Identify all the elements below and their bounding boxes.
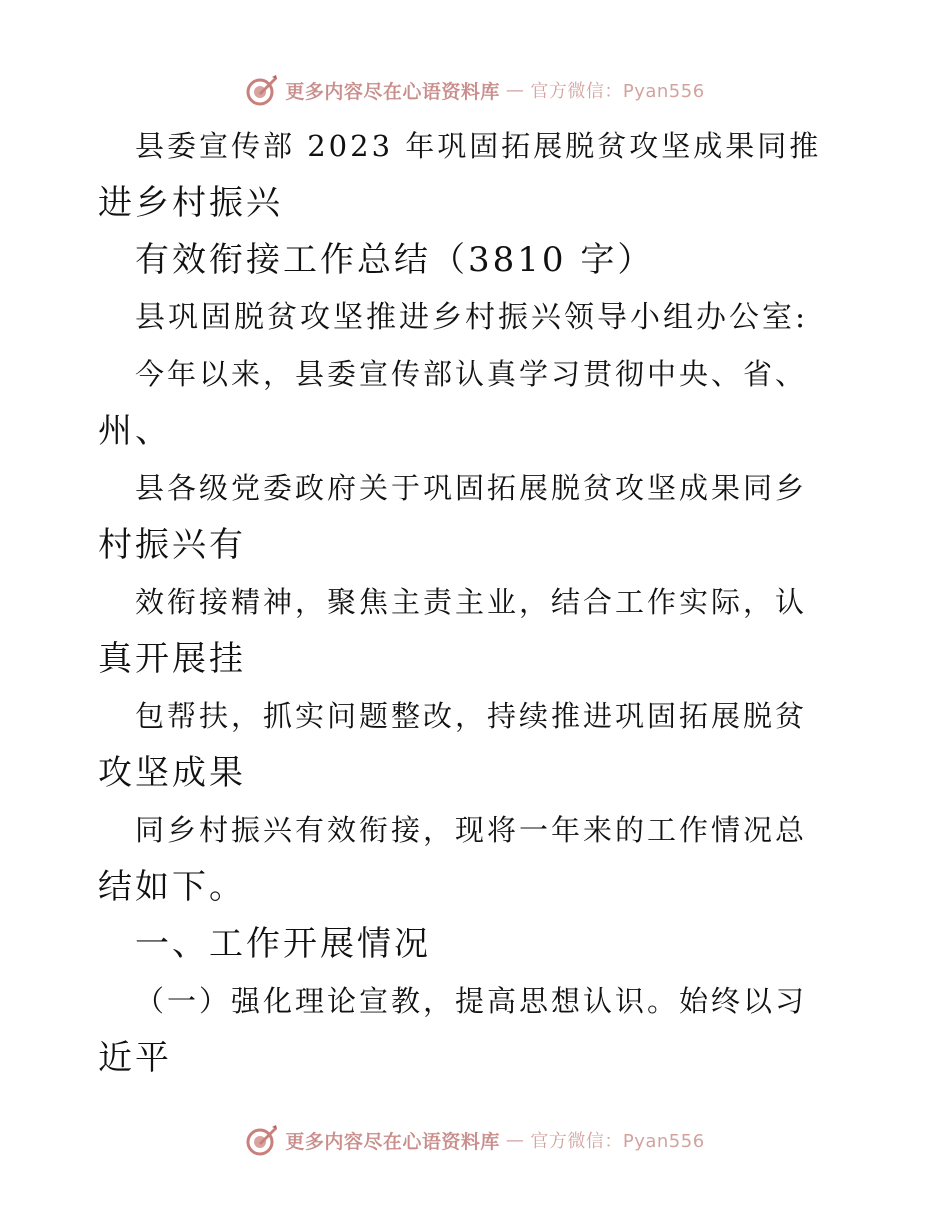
text-line: 州、 bbox=[98, 411, 172, 451]
watermark-text: 更多内容尽在心语资料库 bbox=[285, 80, 500, 103]
text-line: 真开展挂 bbox=[98, 639, 246, 679]
watermark-separator: — bbox=[505, 79, 525, 101]
watermark-separator: — bbox=[505, 1129, 525, 1151]
watermark-wechat: 官方微信：Pyan556 bbox=[530, 1131, 705, 1152]
watermark-text: 更多内容尽在心语资料库 bbox=[285, 1130, 500, 1153]
text-line: 有效衔接工作总结（3810 字） bbox=[135, 240, 655, 280]
pen-logo-icon bbox=[245, 73, 279, 107]
header-watermark bbox=[0, 70, 950, 110]
text-line: （一）强化理论宣教，提高思想认识。始终以习 bbox=[135, 984, 808, 1018]
watermark-group bbox=[245, 73, 704, 107]
text-line: 村振兴有 bbox=[98, 525, 246, 565]
pen-logo-icon bbox=[245, 1123, 279, 1157]
text-line: 今年以来，县委宣传部认真学习贯彻中央、省、 bbox=[135, 357, 808, 391]
document-body bbox=[98, 118, 858, 1087]
text-line: 包帮扶，抓实问题整改，持续推进巩固拓展脱贫 bbox=[135, 699, 808, 733]
section-heading: 一、工作开展情况 bbox=[135, 924, 431, 964]
text-line: 县巩固脱贫攻坚推进乡村振兴领导小组办公室: bbox=[135, 300, 809, 335]
text-line: 结如下。 bbox=[98, 867, 246, 907]
footer-watermark bbox=[0, 1120, 950, 1160]
text-line: 效衔接精神，聚焦主责主业，结合工作实际，认 bbox=[135, 585, 808, 619]
text-line: 县委宣传部 2023 年巩固拓展脱贫攻坚成果同推 bbox=[135, 129, 822, 163]
text-line: 近平 bbox=[98, 1038, 172, 1078]
watermark-group bbox=[245, 1123, 704, 1157]
text-line: 同乡村振兴有效衔接，现将一年来的工作情况总 bbox=[135, 813, 808, 847]
text-line: 攻坚成果 bbox=[98, 753, 246, 793]
text-line: 县各级党委政府关于巩固拓展脱贫攻坚成果同乡 bbox=[135, 471, 808, 505]
watermark-wechat: 官方微信：Pyan556 bbox=[530, 81, 705, 102]
text-line: 进乡村振兴 bbox=[98, 183, 283, 223]
